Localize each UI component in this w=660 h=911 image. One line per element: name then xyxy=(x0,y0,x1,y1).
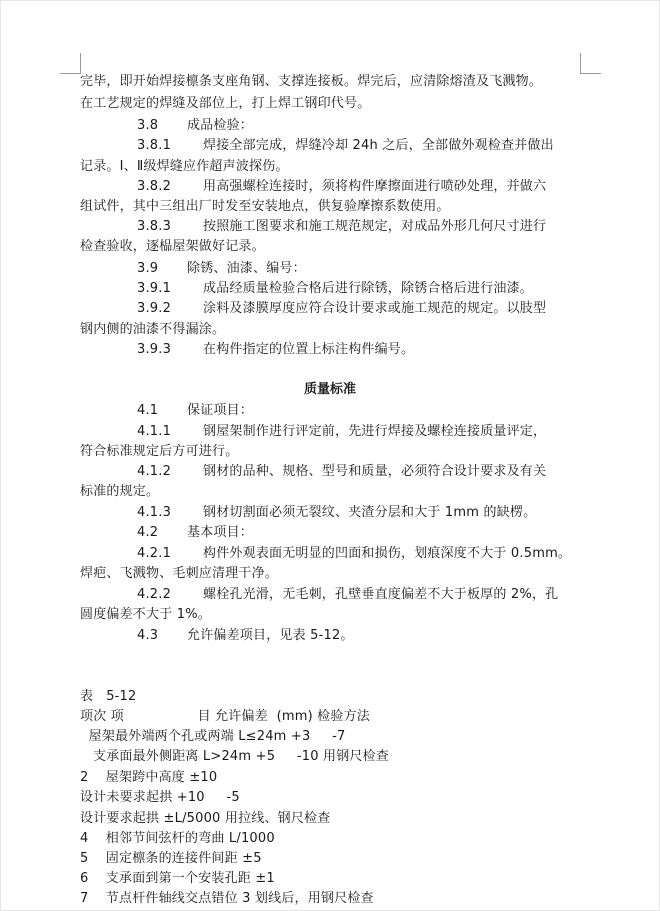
table-row: 支承面最外侧距离 L>24m +5 -10 用钢尺检查 xyxy=(80,749,389,764)
section-title: 除锈、油漆、编号： xyxy=(187,261,306,276)
table-row: 6 支承面到第一个安装孔距 ±1 xyxy=(80,871,275,886)
section-heading-4-3 xyxy=(137,627,354,645)
paragraph-line: 记录。Ⅰ、Ⅱ级焊缝应作超声波探伤。 xyxy=(80,159,289,174)
section-heading-3-9 xyxy=(137,260,306,278)
table-row: 7 节点杆件轴线交点错位 3 划线后，用钢尺检查 xyxy=(80,891,374,906)
crop-mark-top-right xyxy=(580,53,601,74)
table-row: 4 相邻节间弦杆的弯曲 L/1000 xyxy=(80,831,275,846)
clause-text: 构件外观表面无明显的凹面和损伤，划痕深度不大于 0.5mm。 xyxy=(203,546,572,561)
section-number: 4.3 xyxy=(137,628,159,643)
clause-number: 3.9.1 xyxy=(137,281,172,296)
table-title: 表 5-12 xyxy=(80,689,137,704)
section-heading-4-2 xyxy=(137,524,253,542)
paragraph-line: 组试件，其中三组出厂时发至安装地点，供复验摩擦系数使用。 xyxy=(80,199,450,214)
clause-4-1-1 xyxy=(137,423,546,441)
section-number: 4.1 xyxy=(137,403,159,418)
paragraph-line: 检查验收，逐榀屋架做好记录。 xyxy=(80,239,265,254)
clause-number: 3.8.2 xyxy=(137,179,172,194)
paragraph-line: 在工艺规定的焊缝及部位上，打上焊工钢印代号。 xyxy=(80,96,371,111)
quality-heading: 质量标准 xyxy=(303,382,356,397)
paragraph-line: 钢内侧的油漆不得漏涂。 xyxy=(80,322,226,337)
clause-3-9-3 xyxy=(137,341,414,359)
clause-number: 3.9.2 xyxy=(137,301,172,316)
clause-number: 4.2.1 xyxy=(137,546,172,561)
table-row: 2 屋架跨中高度 ±10 xyxy=(80,770,218,785)
clause-3-9-1 xyxy=(137,280,533,298)
table-row: 设计未要求起拱 +10 -5 xyxy=(80,790,240,805)
clause-text: 在构件指定的位置上标注构件编号。 xyxy=(203,342,415,357)
section-title: 保证项目： xyxy=(187,403,254,418)
clause-text: 钢屋架制作进行评定前，先进行焊接及螺栓连接质量评定， xyxy=(203,424,547,439)
clause-number: 3.8.3 xyxy=(137,219,172,234)
table-row: 5 固定檩条的连接件间距 ±5 xyxy=(80,851,262,866)
section-number: 3.8 xyxy=(137,118,159,133)
clause-text: 成品经质量检验合格后进行除锈，除锈合格后进行油漆。 xyxy=(203,281,534,296)
clause-number: 4.1.3 xyxy=(137,505,172,520)
paragraph-line: 标准的规定。 xyxy=(80,484,160,499)
section-title: 基本项目： xyxy=(187,525,254,540)
paragraph-line: 圆度偏差不大于 1%。 xyxy=(80,607,211,622)
section-heading-3-8 xyxy=(137,117,253,135)
clause-text: 焊接全部完成，焊缝冷却 24h 之后，全部做外观检查并做出 xyxy=(203,138,554,153)
clause-text: 钢材切割面必须无裂纹、夹渣分层和大于 1mm 的缺楞。 xyxy=(203,505,537,520)
clause-number: 4.2.2 xyxy=(137,587,172,602)
table-header: 项次 项 目 允许偏差 (mm) 检验方法 xyxy=(80,709,370,724)
clause-text: 按照施工图要求和施工规范规定，对成品外形几何尺寸进行 xyxy=(203,219,547,234)
section-title: 允许偏差项目，见表 5-12。 xyxy=(187,628,354,643)
clause-text: 钢材的品种、规格、型号和质量，必须符合设计要求及有关 xyxy=(203,464,547,479)
table-row: 设计要求起拱 ±L/5000 用拉线、钢尺检查 xyxy=(80,811,331,826)
clause-3-9-2 xyxy=(137,300,546,318)
paragraph-line: 焊疤、飞溅物、毛刺应清理干净。 xyxy=(80,566,279,581)
section-heading-4-1 xyxy=(137,402,253,420)
clause-text: 螺栓孔光滑，无毛刺，孔壁垂直度偏差不大于板厚的 2%，孔 xyxy=(203,587,559,602)
clause-number: 3.8.1 xyxy=(137,138,172,153)
clause-4-1-2 xyxy=(137,463,546,481)
section-number: 4.2 xyxy=(137,525,159,540)
table-row: 屋架最外端两个孔或两端 L≤24m +3 -7 xyxy=(80,729,346,744)
section-number: 3.9 xyxy=(137,261,159,276)
clause-4-1-3 xyxy=(137,504,536,522)
paragraph-line: 符合标准规定后方可进行。 xyxy=(80,444,239,459)
clause-4-2-1 xyxy=(137,545,571,563)
clause-3-8-1 xyxy=(137,137,554,155)
clause-text: 涂料及漆膜厚度应符合设计要求或施工规范的规定。以肢型 xyxy=(203,301,547,316)
paragraph-line: 完毕，即开始焊接檩条支座角钢、支撑连接板。焊完后，应清除熔渣及飞溅物。 xyxy=(80,74,543,89)
section-title: 成品检验： xyxy=(187,118,254,133)
clause-number: 4.1.1 xyxy=(137,424,172,439)
clause-number: 4.1.2 xyxy=(137,464,172,479)
clause-number: 3.9.3 xyxy=(137,342,172,357)
crop-mark-top-left xyxy=(60,53,81,74)
clause-4-2-2 xyxy=(137,586,558,604)
clause-3-8-3 xyxy=(137,218,546,236)
clause-text: 用高强螺栓连接时，须将构件摩擦面进行喷砂处理，并做六 xyxy=(203,179,547,194)
clause-3-8-2 xyxy=(137,178,546,196)
